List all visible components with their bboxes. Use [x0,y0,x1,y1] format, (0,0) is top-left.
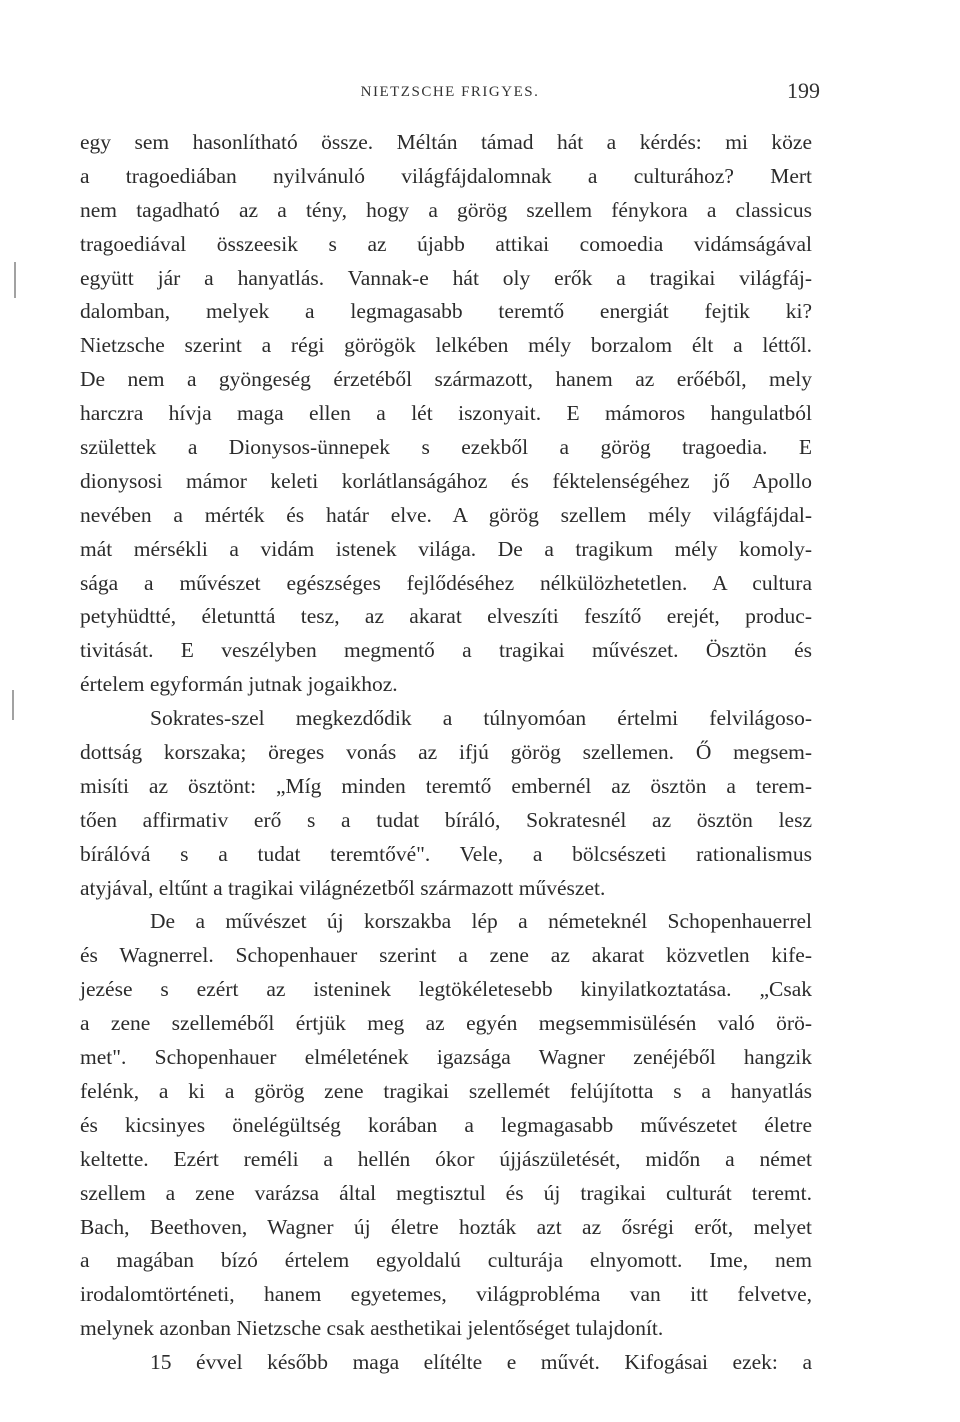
paragraph-first-line: Sokrates-szel megkezdődik a túlnyomóan értelmi felvilágoso- [150,706,812,731]
text-line: és kicsinyes önelégültség korában a legmagasabb művészetet életre [80,1112,812,1137]
text-line: Nietzsche szerint a régi görögök lelkében mély borzalom élt a léttől. [80,333,812,358]
paragraph-last-line: melynek azonban Nietzsche csak aesthetikai jelentőséget tulajdonít. [80,1316,664,1341]
text-line: és Wagnerrel. Schopenhauer szerint a zene az akarat közvetlen kife- [80,943,812,968]
text-line: mát mérsékli a vidám istenek világa. De a tragikum mély komoly- [80,536,812,561]
text-line: met". Schopenhauer elméletének igazsága Wagner zenéjéből hangzik [80,1045,812,1070]
body-text [80,126,812,1380]
paragraph-first-line: 15 évvel később maga elítélte e művét. Kifogásai ezek: a [150,1350,812,1375]
text-line: a tragoediában nyilvánuló világfájdalomnak a culturához? Mert [80,163,812,188]
text-line: nevében a mérték és határ elve. A görög szellem mély világfájdal- [80,502,812,527]
text-line: a zene szelleméből értjük meg az egyén megsemmisülésén való örö- [80,1011,812,1036]
text-line: tivitását. E veszélyben megmentő a tragikai művészet. Ösztön és [80,638,812,663]
text-line: együtt jár a hanyatlás. Vannak-e hát oly erők a tragikai világfáj- [80,265,812,290]
margin-mark [12,690,14,720]
text-line: misíti az ösztönt: „Míg minden teremtő embernél az ösztön a terem- [80,773,812,798]
text-line: dalomban, melyek a legmagasabb teremtő energiát fejtik ki? [80,299,812,324]
margin-mark [14,262,16,298]
text-line: nem tagadható az a tény, hogy a görög szellem fénykora a classicus [80,197,812,222]
text-line: születtek a Dionysos-ünnepek s ezekből a görög tragoedia. E [80,435,812,460]
text-line: dionysosi mámor keleti korlátlanságához és féktelenségéhez jő Apollo [80,468,812,493]
text-line: sága a művészet egészséges fejlődéséhez nélkülözhetetlen. A cultura [80,570,812,595]
text-line: felénk, a ki a görög zene tragikai szellemét felújította s a hanyatlás [80,1078,812,1103]
text-line: dottság korszaka; öreges vonás az ifjú görög szellemen. Ő megsem- [80,740,812,765]
text-line: a magában bízó értelem egyoldalú culturája elnyomott. Ime, nem [80,1248,812,1273]
text-line: szellem a zene varázsa által megtisztul és új tragikai culturát teremt. [80,1180,812,1205]
paragraph-last-line: értelem egyformán jutnak jogaikhoz. [80,672,398,697]
text-line: petyhüdtté, életunttá tesz, az akarat elveszíti feszítő erejét, produc- [80,604,812,629]
paragraph-last-line: atyjával, eltűnt a tragikai világnézetből származott művészet. [80,875,606,900]
text-line: bírálóvá s a tudat teremtővé". Vele, a bölcsészeti rationalismus [80,841,812,866]
paragraph-first-line: De a művészet új korszakba lép a németeknél Schopenhauerrel [150,909,812,934]
text-line: jezése s ezért az isteninek legtökéletesebb kinyilatkoztatása. „Csak [80,977,812,1002]
running-head-title: NIETZSCHE FRIGYES. [360,84,540,100]
text-line: Bach, Beethoven, Wagner új életre hozták azt az ősrégi erőt, melyet [80,1214,812,1239]
text-line: harczra hívja maga ellen a lét iszonyait. E mámoros hangulatból [80,401,812,426]
text-line: egy sem hasonlítható össze. Méltán támad hát a kérdés: mi köze [80,130,812,154]
text-line: tragoediával összeesik s az újabb attikai comoedia vidámságával [80,231,812,256]
text-line: irodalomtörténeti, hanem egyetemes, világprobléma van itt felvetve, [80,1282,812,1307]
text-line: keltette. Ezért reméli a hellén ókor újjászületését, midőn a német [80,1146,812,1171]
text-line: De nem a gyöngeség érzetéből származott, hanem az erőéből, mely [80,367,812,392]
running-head [80,78,820,108]
text-line: tően affirmativ erő s a tudat bíráló, Sokratesnél az ösztön lesz [80,807,812,832]
page-number: 199 [787,78,820,103]
